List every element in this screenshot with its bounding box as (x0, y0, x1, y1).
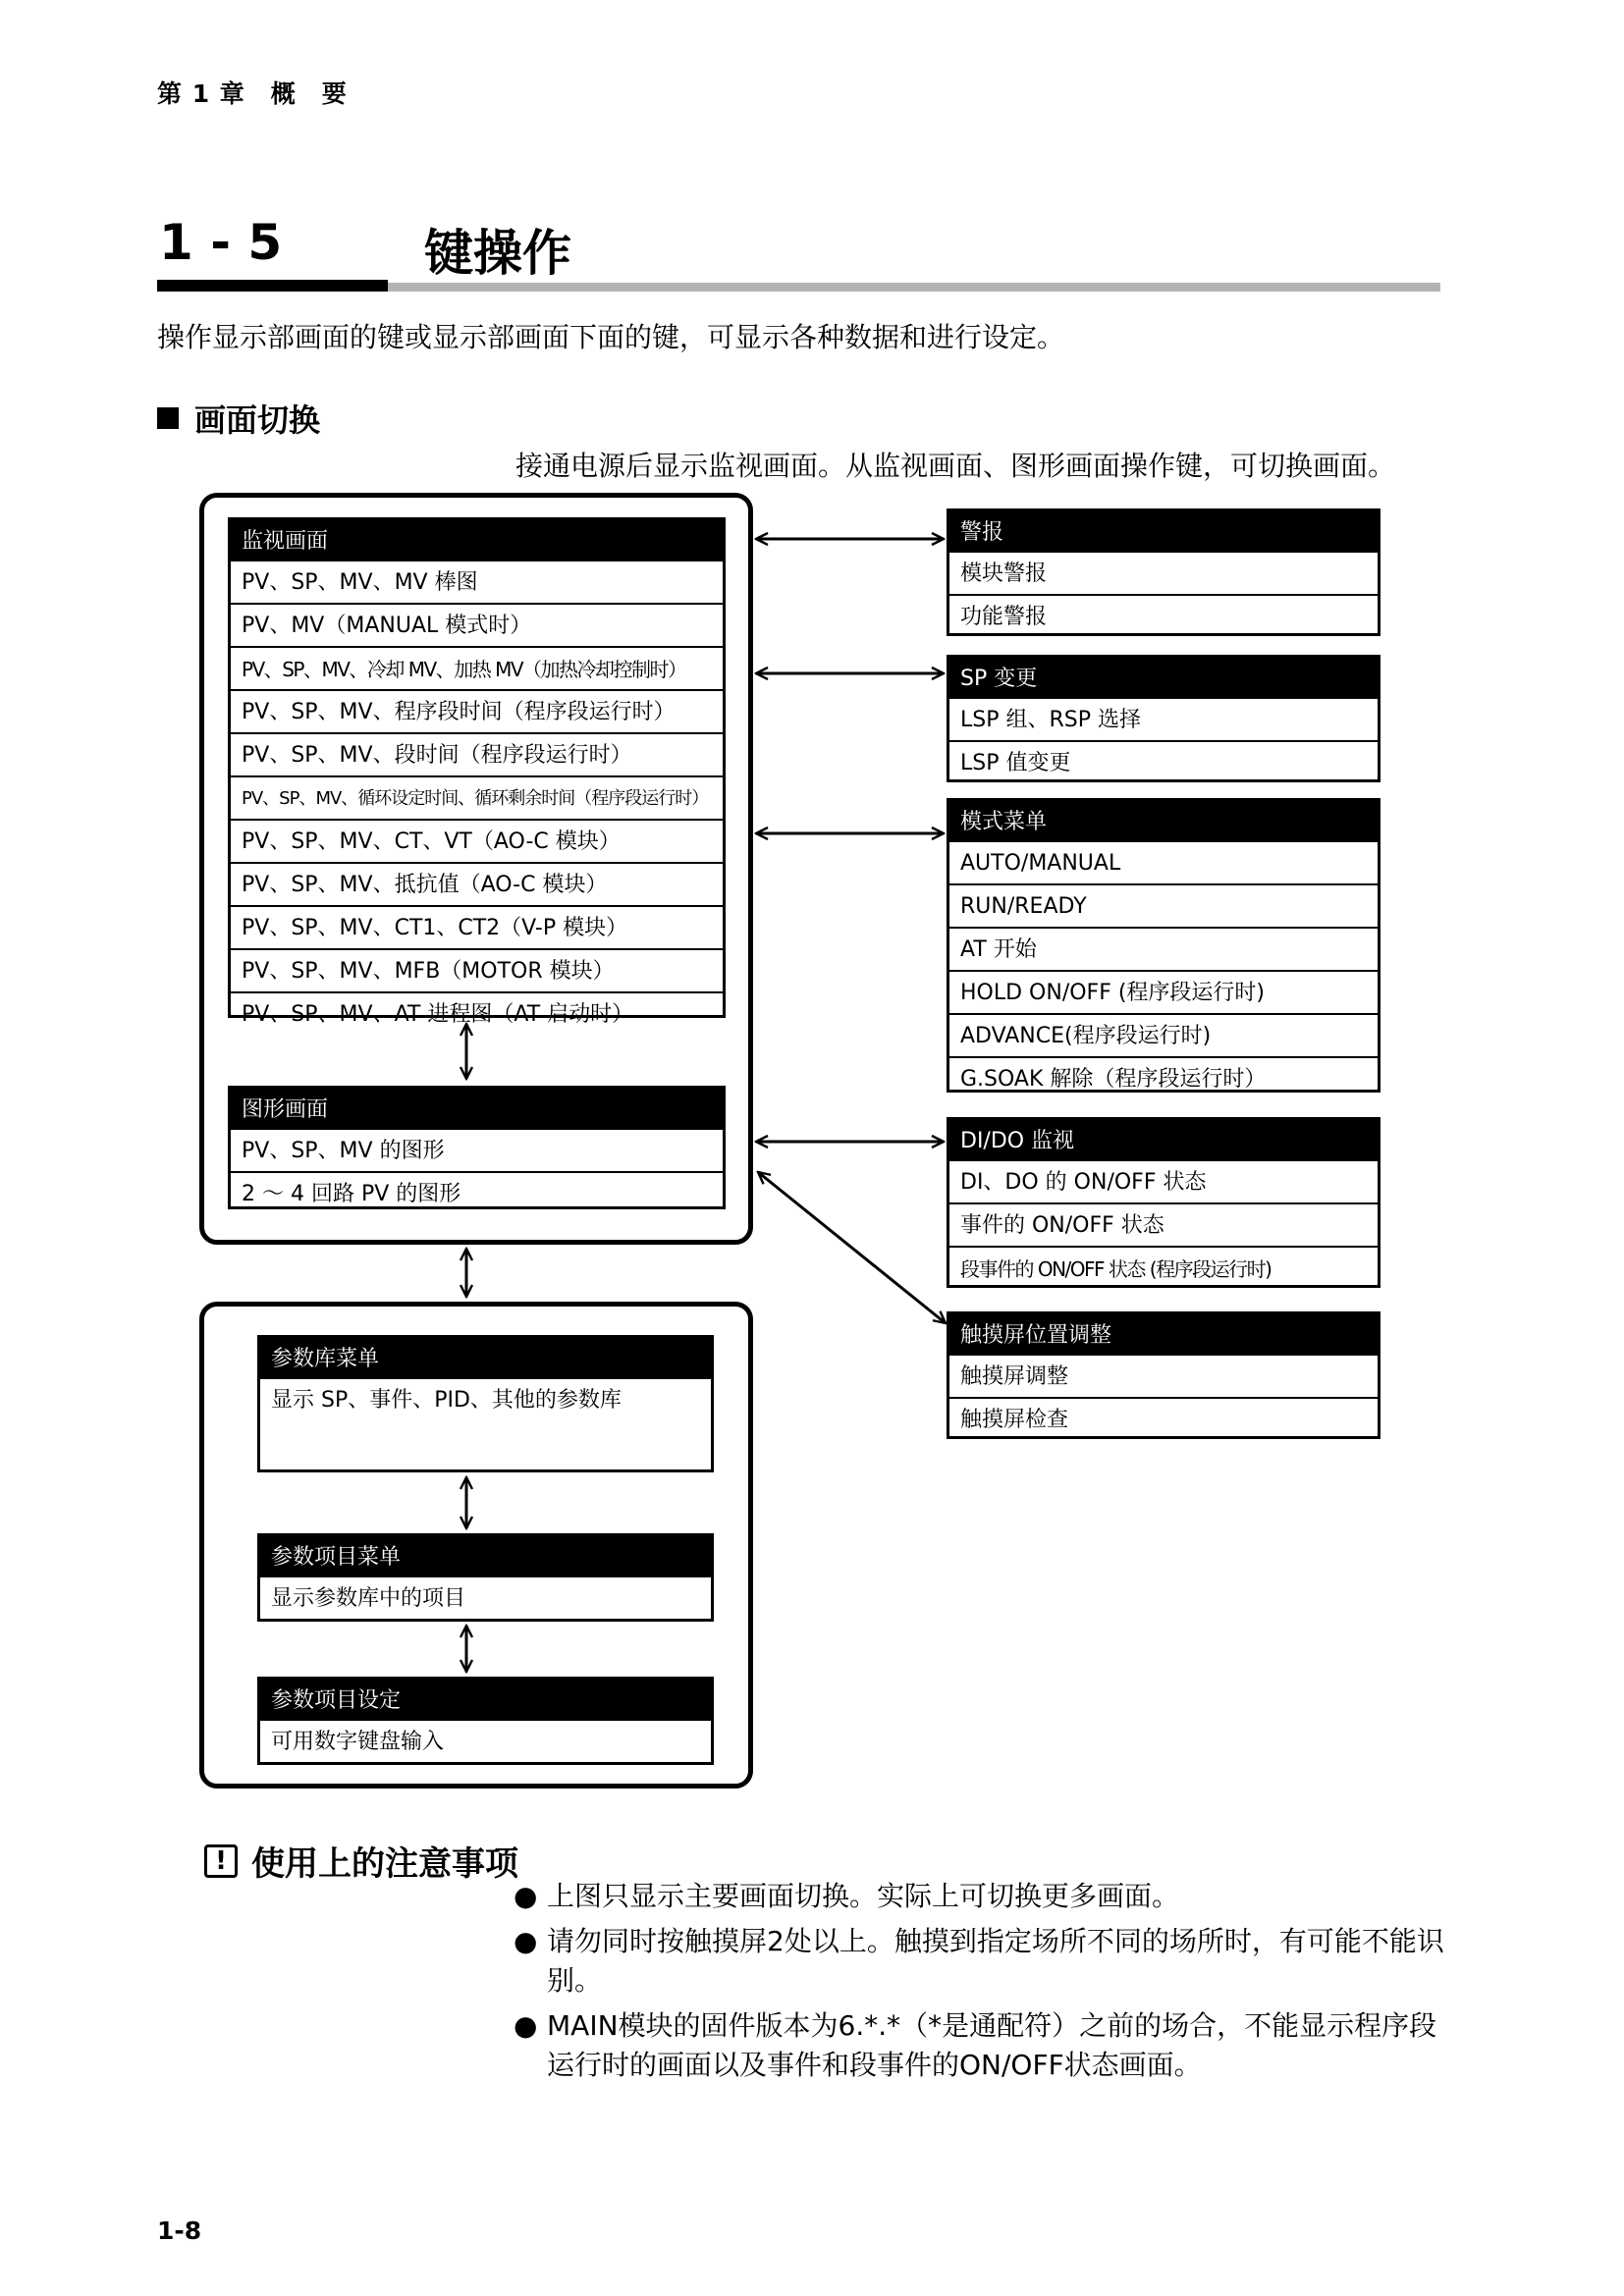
notice-list (506, 1877, 1448, 2091)
mode-menu-row: G.SOAK 解除（程序段运行时） (949, 1056, 1378, 1099)
notice-text: 请勿同时按触摸屏2处以上。触摸到指定场所不同的场所时，有可能不能识别。 (547, 1925, 1444, 1997)
notice-heading (204, 1837, 518, 1885)
mode-menu-row: AT 开始 (949, 927, 1378, 970)
bullet-icon: ● (514, 1925, 538, 1957)
monitor-row: PV、SP、MV、AT 进程图（AT 启动时） (231, 991, 723, 1035)
monitor-row: PV、SP、MV、循环设定时间、循环剩余时间（程序段运行时） (231, 775, 723, 819)
alarm-row: 功能警报 (949, 594, 1378, 637)
intro-text: 操作显示部画面的键或显示部画面下面的键，可显示各种数据和进行设定。 (157, 321, 1065, 353)
page-number: 1-8 (157, 2216, 202, 2245)
arrow-graph-touch (758, 1172, 946, 1323)
notice-title: 使用上的注意事项 (251, 1844, 518, 1884)
monitor-row: PV、SP、MV、抵抗值（AO-C 模块） (231, 862, 723, 905)
mode-menu-row: ADVANCE(程序段运行时) (949, 1013, 1378, 1056)
monitor-row: PV、SP、MV、段时间（程序段运行时） (231, 732, 723, 775)
notice-text: MAIN模块的固件版本为6.*.*（*是通配符）之前的场合，不能显示程序段运行时的画面以及事件和段事件的ON/OFF状态画面。 (547, 2009, 1437, 2081)
list-item (506, 2006, 1448, 2085)
param-item-title: 参数项目菜单 (260, 1536, 711, 1575)
param-set-title: 参数项目设定 (260, 1680, 711, 1719)
dido-monitor-title: DI/DO 监视 (949, 1120, 1378, 1159)
monitor-screen-title: 监视画面 (231, 520, 723, 560)
monitor-row: PV、SP、MV、程序段时间（程序段运行时） (231, 689, 723, 732)
bullet-icon: ● (514, 1880, 538, 1912)
section-number: 1 - 5 (159, 214, 283, 271)
touch-row: 触摸屏调整 (949, 1354, 1378, 1397)
dido-row: 段事件的 ON/OFF 状态 (程序段运行时) (949, 1246, 1378, 1289)
monitor-row: PV、SP、MV、MFB（MOTOR 模块） (231, 948, 723, 991)
monitor-row: PV、SP、MV、CT、VT（AO-C 模块） (231, 819, 723, 862)
mode-menu-row: RUN/READY (949, 883, 1378, 927)
list-item (506, 1877, 1448, 1916)
graph-screen-title: 图形画面 (231, 1089, 723, 1128)
param-bank-title: 参数库菜单 (260, 1338, 711, 1377)
monitor-row: PV、SP、MV、MV 棒图 (231, 560, 723, 603)
list-item (506, 1922, 1448, 2001)
param-item-row: 显示参数库中的项目 (260, 1575, 711, 1619)
touch-adjust-title: 触摸屏位置调整 (949, 1314, 1378, 1354)
monitor-row: PV、MV（MANUAL 模式时） (231, 603, 723, 646)
monitor-row: PV、SP、MV、冷却 MV、加热 MV（加热冷却控制时） (231, 646, 723, 689)
param-set-row: 可用数字键盘输入 (260, 1719, 711, 1762)
dido-row: 事件的 ON/OFF 状态 (949, 1202, 1378, 1246)
sp-change-title: SP 变更 (949, 658, 1378, 697)
sp-change-row: LSP 组、RSP 选择 (949, 697, 1378, 740)
monitor-row: PV、SP、MV、CT1、CT2（V-P 模块） (231, 905, 723, 948)
subsection-title: 画面切换 (194, 401, 321, 439)
caution-icon: ! (204, 1844, 238, 1878)
bullet-icon: ● (514, 2009, 538, 2042)
graph-row: 2 ～ 4 回路 PV 的图形 (231, 1171, 723, 1214)
alarm-title: 警报 (949, 511, 1378, 551)
section-title: 键操作 (424, 225, 571, 282)
alarm-row: 模块警报 (949, 551, 1378, 594)
subsection-lead: 接通电源后显示监视画面。从监视画面、图形画面操作键，可切换画面。 (515, 450, 1396, 482)
graph-row: PV、SP、MV 的图形 (231, 1128, 723, 1171)
chapter-header: 第 1 章 概 要 (157, 80, 348, 108)
mode-menu-row: AUTO/MANUAL (949, 840, 1378, 883)
sp-change-row: LSP 值变更 (949, 740, 1378, 783)
dido-row: DI、DO 的 ON/OFF 状态 (949, 1159, 1378, 1202)
mode-menu-row: HOLD ON/OFF (程序段运行时) (949, 970, 1378, 1013)
touch-row: 触摸屏检查 (949, 1397, 1378, 1440)
notice-text: 上图只显示主要画面切换。实际上可切换更多画面。 (547, 1880, 1180, 1912)
mode-menu-title: 模式菜单 (949, 801, 1378, 840)
param-bank-row: 显示 SP、事件、PID、其他的参数库 (260, 1377, 711, 1442)
